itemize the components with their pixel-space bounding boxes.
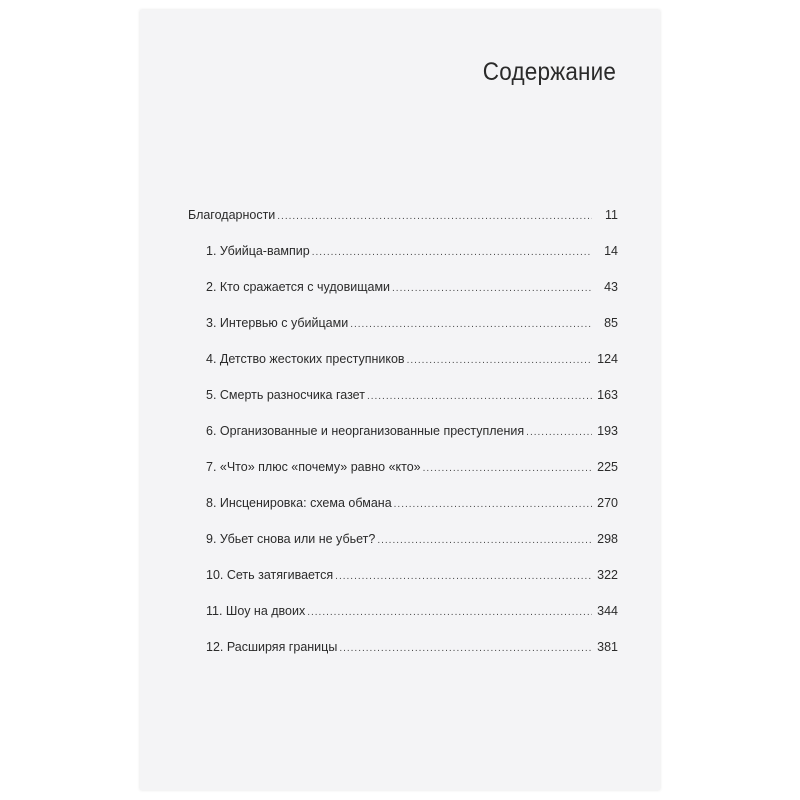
table-of-contents	[188, 208, 618, 676]
toc-entry-page-number: 11	[605, 208, 618, 222]
dot-leader	[277, 211, 592, 222]
dot-leader	[350, 319, 592, 330]
toc-entry-chapter-3	[188, 316, 618, 352]
toc-entry-chapter-8	[188, 496, 618, 532]
dot-leader	[335, 571, 592, 582]
toc-entry-chapter-1	[188, 244, 618, 280]
page-title: Содержание	[482, 58, 616, 86]
dot-leader	[526, 427, 592, 438]
toc-entry-page-number: 14	[604, 244, 618, 258]
toc-entry-page-number: 193	[597, 424, 618, 438]
toc-entry-page-number: 43	[604, 280, 618, 294]
toc-entry-chapter-7	[188, 460, 618, 496]
toc-entry-label: 2. Кто сражается с чудовищами	[206, 280, 391, 294]
toc-entry-label: Благодарности	[188, 208, 276, 222]
toc-entry-label: 9. Убьет снова или не убьет?	[206, 532, 376, 546]
toc-entry-page-number: 85	[604, 316, 618, 330]
toc-entry-label: 7. «Что» плюс «почему» равно «кто»	[206, 460, 421, 474]
toc-entry-page-number: 124	[597, 352, 618, 366]
toc-entry-label: 4. Детство жестоких преступников	[206, 352, 405, 366]
toc-entry-page-number: 298	[597, 532, 618, 546]
toc-entry-label: 3. Интервью с убийцами	[206, 316, 349, 330]
toc-entry-chapter-4	[188, 352, 618, 388]
toc-entry-chapter-9	[188, 532, 618, 568]
toc-entry-label: 6. Организованные и неорганизованные преступления	[206, 424, 525, 438]
toc-entry-chapter-6	[188, 424, 618, 460]
toc-entry-acknowledgements	[188, 208, 618, 244]
toc-entry-page-number: 322	[597, 568, 618, 582]
dot-leader	[307, 607, 592, 618]
toc-entry-label: 1. Убийца-вампир	[206, 244, 310, 258]
toc-entry-chapter-10	[188, 568, 618, 604]
toc-entry-chapter-5	[188, 388, 618, 424]
toc-entry-label: 11. Шоу на двоих	[206, 604, 306, 618]
dot-leader	[407, 355, 592, 366]
toc-entry-chapter-2	[188, 280, 618, 316]
toc-entry-label: 12. Расширяя границы	[206, 640, 338, 654]
toc-entry-page-number: 381	[597, 640, 618, 654]
dot-leader	[423, 463, 592, 474]
book-page	[140, 10, 660, 790]
toc-entry-page-number: 163	[597, 388, 618, 402]
toc-entry-page-number: 270	[597, 496, 618, 510]
toc-entry-label: 8. Инсценировка: схема обмана	[206, 496, 392, 510]
dot-leader	[377, 535, 592, 546]
dot-leader	[312, 247, 592, 258]
toc-entry-label: 10. Сеть затягивается	[206, 568, 334, 582]
dot-leader	[339, 643, 592, 654]
dot-leader	[367, 391, 592, 402]
dot-leader	[392, 283, 592, 294]
toc-entry-chapter-12	[188, 640, 618, 676]
toc-entry-label: 5. Смерть разносчика газет	[206, 388, 365, 402]
toc-entry-chapter-11	[188, 604, 618, 640]
dot-leader	[394, 499, 592, 510]
toc-entry-page-number: 344	[597, 604, 618, 618]
toc-entry-page-number: 225	[597, 460, 618, 474]
